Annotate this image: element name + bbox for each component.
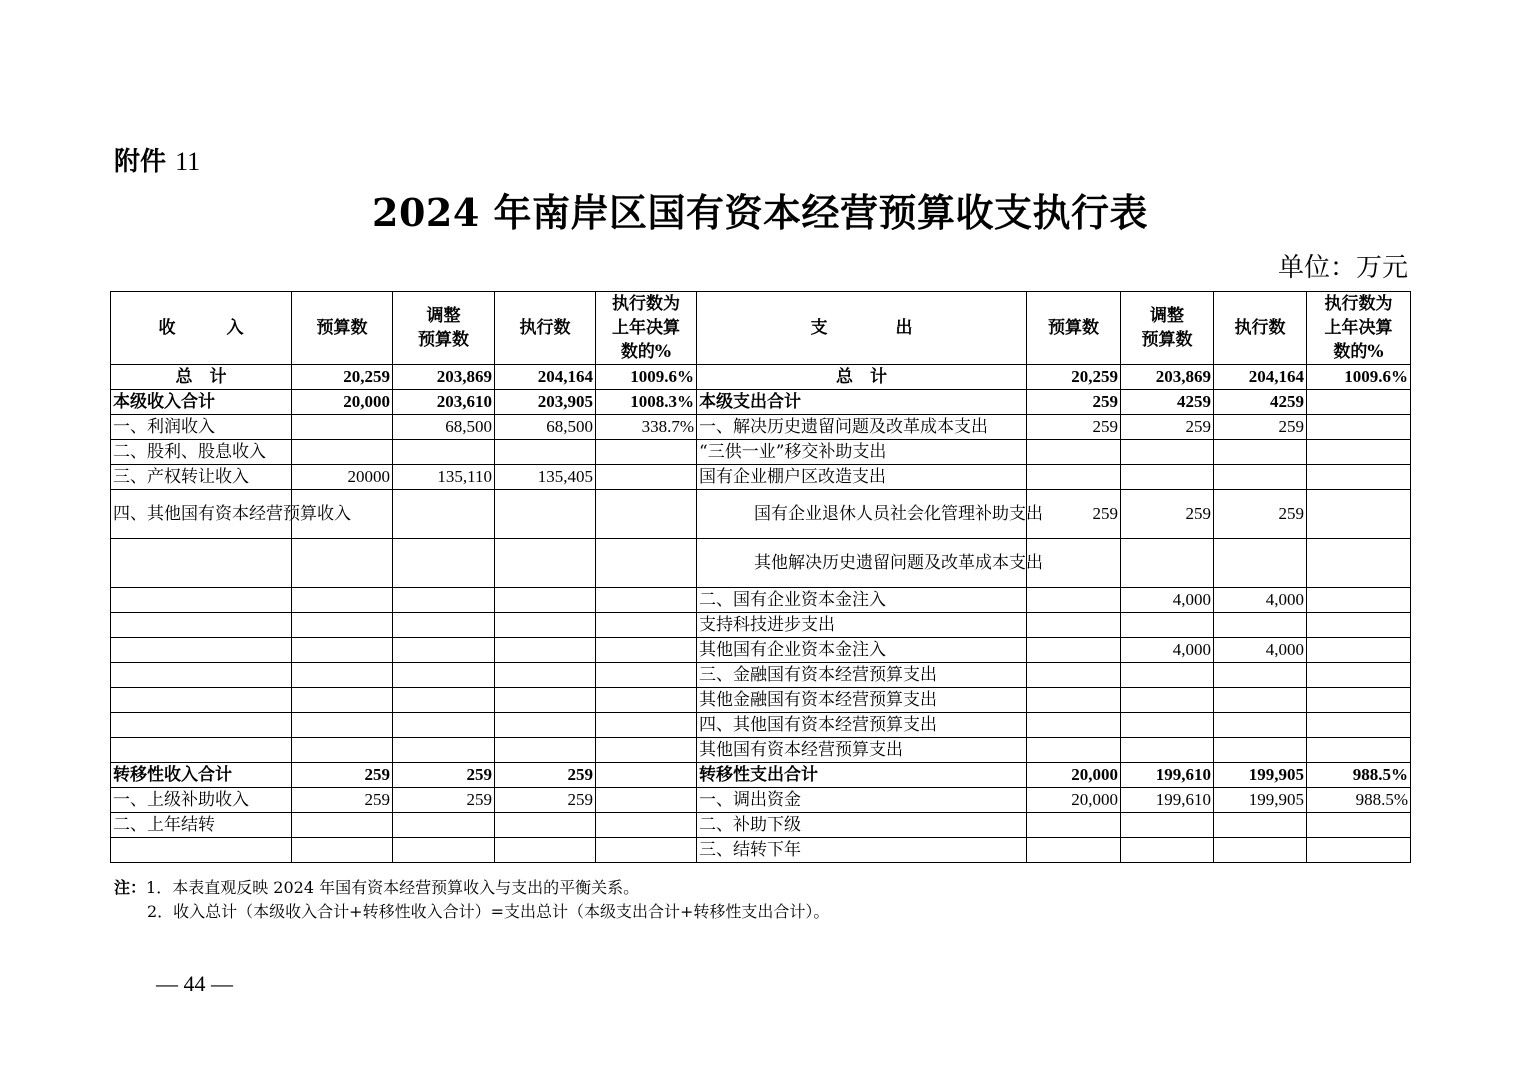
income-executed (495, 539, 596, 588)
expense-item: 三、金融国有资本经营预算支出 (697, 663, 1027, 688)
expense-budget (1027, 738, 1121, 763)
expense-item: 一、解决历史遗留问题及改革成本支出 (697, 415, 1027, 440)
note-line-2: 2．收入总计（本级收入合计+转移性收入合计）=支出总计（本级支出合计+转移性支出合计）。 (147, 902, 830, 921)
expense-ratio: 1009.6% (1307, 365, 1411, 390)
income-item: 二、上年结转 (111, 813, 292, 838)
income-budget: 20,259 (292, 365, 393, 390)
attachment-label (114, 146, 200, 178)
expense-budget (1027, 813, 1121, 838)
expense-adjusted: 203,869 (1121, 365, 1214, 390)
expense-ratio (1307, 838, 1411, 863)
income-executed: 68,500 (495, 415, 596, 440)
income-executed: 259 (495, 763, 596, 788)
expense-budget (1027, 613, 1121, 638)
header-adjusted-2: 调整 预算数 (1121, 292, 1214, 365)
attachment-text: 附件 (114, 147, 167, 177)
expense-ratio (1307, 663, 1411, 688)
expense-executed: 259 (1214, 490, 1307, 539)
table-notes (114, 876, 829, 924)
table-row (111, 713, 1411, 738)
expense-item: 三、结转下年 (697, 838, 1027, 863)
income-budget (292, 440, 393, 465)
expense-ratio (1307, 539, 1411, 588)
income-adjusted (393, 638, 495, 663)
expense-item: 支持科技进步支出 (697, 613, 1027, 638)
table-row (111, 539, 1411, 588)
expense-adjusted (1121, 440, 1214, 465)
income-budget: 259 (292, 788, 393, 813)
income-budget: 20,000 (292, 390, 393, 415)
header-executed: 执行数 (495, 292, 596, 365)
expense-item: 二、国有企业资本金注入 (697, 588, 1027, 613)
table-row (111, 415, 1411, 440)
table-row (111, 788, 1411, 813)
expense-executed: 199,905 (1214, 788, 1307, 813)
income-adjusted: 203,869 (393, 365, 495, 390)
income-budget (292, 663, 393, 688)
income-ratio (596, 688, 697, 713)
income-adjusted (393, 440, 495, 465)
income-budget (292, 638, 393, 663)
income-budget: 259 (292, 763, 393, 788)
income-adjusted (393, 539, 495, 588)
expense-ratio (1307, 738, 1411, 763)
expense-item: 四、其他国有资本经营预算支出 (697, 713, 1027, 738)
table-row (111, 763, 1411, 788)
income-budget (292, 813, 393, 838)
table-row (111, 688, 1411, 713)
income-ratio (596, 613, 697, 638)
expense-item: 国有企业棚户区改造支出 (697, 465, 1027, 490)
income-item: 总 计 (111, 365, 292, 390)
table-row (111, 440, 1411, 465)
header-adjusted: 调整 预算数 (393, 292, 495, 365)
expense-budget (1027, 440, 1121, 465)
income-budget (292, 539, 393, 588)
income-executed: 204,164 (495, 365, 596, 390)
expense-executed (1214, 838, 1307, 863)
expense-ratio (1307, 588, 1411, 613)
table-row (111, 638, 1411, 663)
expense-ratio (1307, 490, 1411, 539)
income-ratio (596, 539, 697, 588)
expense-adjusted (1121, 613, 1214, 638)
expense-item: 一、调出资金 (697, 788, 1027, 813)
income-executed (495, 440, 596, 465)
income-item (111, 713, 292, 738)
income-ratio (596, 738, 697, 763)
income-adjusted (393, 838, 495, 863)
expense-executed (1214, 539, 1307, 588)
attachment-number: 11 (175, 147, 201, 176)
income-ratio (596, 813, 697, 838)
income-executed (495, 638, 596, 663)
income-item: 三、产权转让收入 (111, 465, 292, 490)
income-ratio (596, 638, 697, 663)
header-executed-2: 执行数 (1214, 292, 1307, 365)
expense-budget: 20,000 (1027, 763, 1121, 788)
expense-ratio: 988.5% (1307, 788, 1411, 813)
table-row (111, 838, 1411, 863)
income-budget (292, 838, 393, 863)
income-executed (495, 713, 596, 738)
table-row (111, 490, 1411, 539)
expense-executed (1214, 738, 1307, 763)
expense-budget (1027, 465, 1121, 490)
table-header-row (111, 292, 1411, 365)
expense-budget: 20,259 (1027, 365, 1121, 390)
expense-item: 本级支出合计 (697, 390, 1027, 415)
income-budget (292, 688, 393, 713)
expense-ratio (1307, 613, 1411, 638)
expense-item: 总 计 (697, 365, 1027, 390)
expense-adjusted: 259 (1121, 490, 1214, 539)
expense-executed: 4259 (1214, 390, 1307, 415)
income-executed: 259 (495, 788, 596, 813)
income-item: 四、其他国有资本经营预算收入 (111, 490, 292, 539)
expense-budget: 20,000 (1027, 788, 1121, 813)
expense-item: “三供一业”移交补助支出 (697, 440, 1027, 465)
expense-ratio: 988.5% (1307, 763, 1411, 788)
income-item: 本级收入合计 (111, 390, 292, 415)
income-item: 一、上级补助收入 (111, 788, 292, 813)
expense-ratio (1307, 390, 1411, 415)
expense-executed (1214, 813, 1307, 838)
income-executed (495, 688, 596, 713)
budget-table (110, 291, 1411, 863)
income-executed (495, 813, 596, 838)
header-budget: 预算数 (292, 292, 393, 365)
expense-executed: 4,000 (1214, 638, 1307, 663)
page-title: 2024 年南岸区国有资本经营预算收支执行表 (372, 190, 1148, 235)
expense-ratio (1307, 813, 1411, 838)
table-row (111, 465, 1411, 490)
unit-label: 单位：万元 (1277, 253, 1408, 283)
income-item (111, 688, 292, 713)
income-budget (292, 588, 393, 613)
expense-executed (1214, 613, 1307, 638)
expense-executed: 204,164 (1214, 365, 1307, 390)
table-row (111, 365, 1411, 390)
income-ratio (596, 763, 697, 788)
income-adjusted (393, 613, 495, 638)
expense-budget (1027, 638, 1121, 663)
expense-budget: 259 (1027, 490, 1121, 539)
income-ratio (596, 440, 697, 465)
expense-executed (1214, 663, 1307, 688)
income-ratio (596, 490, 697, 539)
income-adjusted (393, 588, 495, 613)
income-item (111, 613, 292, 638)
income-ratio: 1009.6% (596, 365, 697, 390)
expense-ratio (1307, 638, 1411, 663)
expense-budget (1027, 713, 1121, 738)
income-executed (495, 663, 596, 688)
expense-adjusted: 259 (1121, 415, 1214, 440)
expense-budget (1027, 588, 1121, 613)
income-executed: 203,905 (495, 390, 596, 415)
income-budget (292, 713, 393, 738)
income-budget (292, 738, 393, 763)
income-adjusted (393, 663, 495, 688)
expense-adjusted (1121, 539, 1214, 588)
expense-ratio (1307, 688, 1411, 713)
note-line-1 (114, 876, 829, 900)
income-budget (292, 613, 393, 638)
expense-item: 国有企业退休人员社会化管理补助支出 (697, 490, 1027, 539)
expense-executed (1214, 440, 1307, 465)
table-row (111, 613, 1411, 638)
page-number: — 44 — (156, 971, 233, 996)
income-executed (495, 738, 596, 763)
expense-executed: 199,905 (1214, 763, 1307, 788)
income-adjusted: 68,500 (393, 415, 495, 440)
header-ratio-2: 执行数为 上年决算 数的% (1307, 292, 1411, 365)
expense-ratio (1307, 465, 1411, 490)
expense-adjusted (1121, 738, 1214, 763)
expense-item: 二、补助下级 (697, 813, 1027, 838)
expense-adjusted (1121, 713, 1214, 738)
expense-ratio (1307, 713, 1411, 738)
income-item (111, 638, 292, 663)
expense-executed: 4,000 (1214, 588, 1307, 613)
income-adjusted: 259 (393, 788, 495, 813)
expense-budget (1027, 663, 1121, 688)
income-executed (495, 613, 596, 638)
expense-budget (1027, 838, 1121, 863)
expense-budget: 259 (1027, 390, 1121, 415)
header-ratio: 执行数为 上年决算 数的% (596, 292, 697, 365)
table-row (111, 813, 1411, 838)
expense-adjusted (1121, 663, 1214, 688)
expense-adjusted: 199,610 (1121, 763, 1214, 788)
expense-budget (1027, 688, 1121, 713)
header-expense: 支 出 (697, 292, 1027, 365)
expense-adjusted: 4,000 (1121, 588, 1214, 613)
income-executed (495, 838, 596, 863)
income-adjusted (393, 490, 495, 539)
income-adjusted (393, 738, 495, 763)
income-adjusted: 135,110 (393, 465, 495, 490)
expense-adjusted (1121, 688, 1214, 713)
income-executed (495, 490, 596, 539)
expense-item: 其他国有企业资本金注入 (697, 638, 1027, 663)
income-item (111, 663, 292, 688)
expense-item: 其他解决历史遗留问题及改革成本支出 (697, 539, 1027, 588)
income-item (111, 588, 292, 613)
income-ratio (596, 838, 697, 863)
income-executed (495, 588, 596, 613)
income-executed: 135,405 (495, 465, 596, 490)
income-ratio (596, 465, 697, 490)
expense-adjusted (1121, 465, 1214, 490)
income-adjusted (393, 813, 495, 838)
expense-executed (1214, 713, 1307, 738)
expense-adjusted: 199,610 (1121, 788, 1214, 813)
income-adjusted: 203,610 (393, 390, 495, 415)
income-item (111, 738, 292, 763)
expense-ratio (1307, 440, 1411, 465)
expense-budget: 259 (1027, 415, 1121, 440)
income-adjusted (393, 713, 495, 738)
income-item: 一、利润收入 (111, 415, 292, 440)
income-ratio (596, 588, 697, 613)
header-budget-2: 预算数 (1027, 292, 1121, 365)
note-prefix: 注： (114, 878, 147, 897)
expense-item: 其他国有资本经营预算支出 (697, 738, 1027, 763)
expense-executed: 259 (1214, 415, 1307, 440)
income-item: 二、股利、股息收入 (111, 440, 292, 465)
expense-adjusted: 4,000 (1121, 638, 1214, 663)
income-budget: 20000 (292, 465, 393, 490)
income-item (111, 539, 292, 588)
income-budget (292, 415, 393, 440)
income-adjusted: 259 (393, 763, 495, 788)
table-row (111, 663, 1411, 688)
income-ratio: 338.7% (596, 415, 697, 440)
table-row (111, 738, 1411, 763)
expense-executed (1214, 688, 1307, 713)
header-income: 收 入 (111, 292, 292, 365)
expense-adjusted: 4259 (1121, 390, 1214, 415)
expense-executed (1214, 465, 1307, 490)
table-row (111, 588, 1411, 613)
income-ratio (596, 788, 697, 813)
income-ratio (596, 713, 697, 738)
income-adjusted (393, 688, 495, 713)
note-text-1: 1．本表直观反映 2024 年国有资本经营预算收入与支出的平衡关系。 (146, 878, 640, 897)
table-row (111, 390, 1411, 415)
income-ratio: 1008.3% (596, 390, 697, 415)
income-ratio (596, 663, 697, 688)
expense-item: 其他金融国有资本经营预算支出 (697, 688, 1027, 713)
income-item (111, 838, 292, 863)
expense-adjusted (1121, 813, 1214, 838)
income-item: 转移性收入合计 (111, 763, 292, 788)
expense-ratio (1307, 415, 1411, 440)
expense-adjusted (1121, 838, 1214, 863)
expense-item: 转移性支出合计 (697, 763, 1027, 788)
